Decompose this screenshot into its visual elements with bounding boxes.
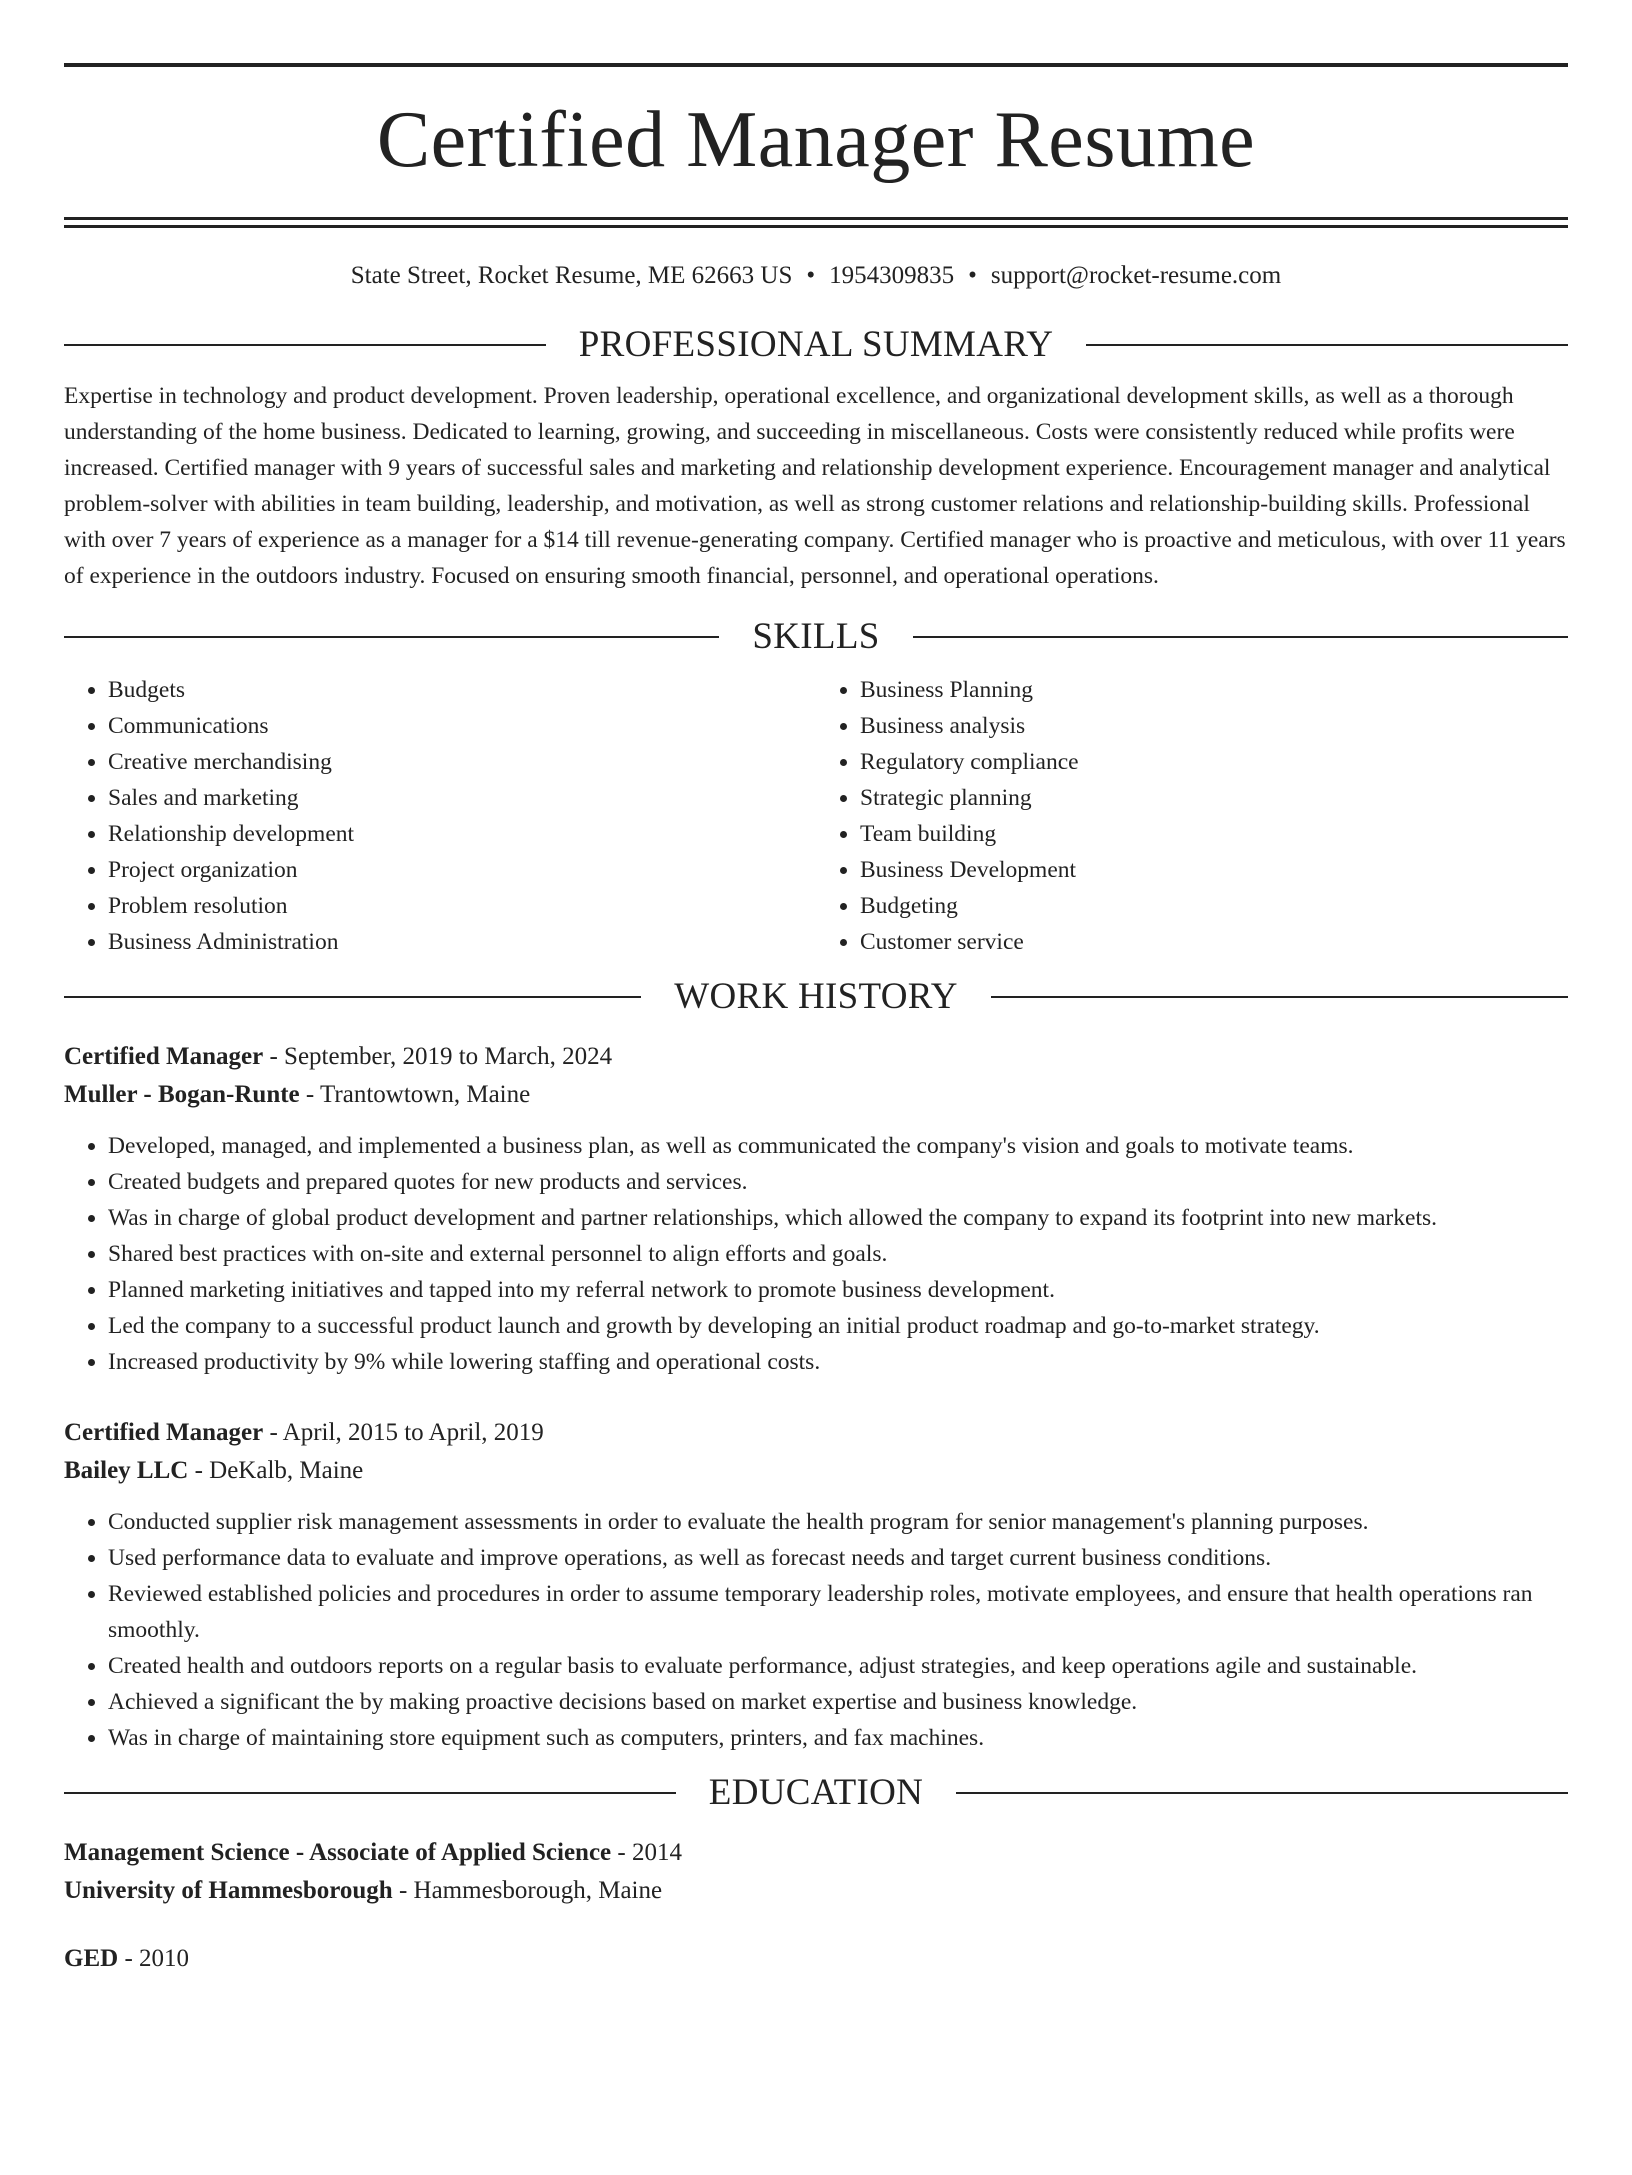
skill-item: • Customer service	[860, 924, 1568, 960]
contact-email: support@rocket-resume.com	[990, 262, 1282, 289]
education-section-heading	[64, 1770, 1568, 1816]
job-company: Muller - Bogan-Runte	[64, 1081, 300, 1108]
skill-item: • Project organization	[108, 852, 816, 888]
skill-item: • Sales and marketing	[108, 780, 816, 816]
job-bullet: • Conducted supplier risk management assessments in order to evaluate the health program for senior management's planning purposes.	[108, 1504, 1568, 1540]
job-title-line	[64, 1038, 1568, 1076]
job-bullet: • Achieved a significant the by making proactive decisions based on market expertise and business knowledge.	[108, 1684, 1568, 1720]
job-role: Certified Manager	[64, 1419, 264, 1446]
skills-title: SKILLS	[752, 616, 880, 657]
job-company-line	[64, 1452, 1568, 1490]
skill-item: • Business analysis	[860, 708, 1568, 744]
summary-section-heading	[64, 322, 1568, 368]
skills-column-left	[64, 672, 816, 960]
contact-phone: 1954309835	[829, 262, 955, 289]
job-bullet: • Created health and outdoors reports on a regular basis to evaluate performance, adjust strategies, and keep operations agile and sustainable.	[108, 1648, 1568, 1684]
summary-text: Expertise in technology and product development. Proven leadership, operational excellence, and organizational development skills, as well as a thorough understanding of the home business. Dedicated to learning, growing, and succeeding in miscellaneous. Costs were consistently reduced while profits were increased. Certified manager with 9 years of successful sales and marketing and relationship development experience. Encouragement manager and analytical problem-solver with abilities in team building, leadership, and motivation, as well as strong customer relations and relationship-building skills. Professional with over 7 years of experience as a manager for a $14 till revenue-generating company. Certified manager who is proactive and meticulous, with over 11 years of experience in the outdoors industry. Focused on ensuring smooth financial, personnel, and operational operations.	[64, 383, 1566, 589]
heading-rule	[64, 344, 546, 346]
skill-item: • Team building	[860, 816, 1568, 852]
job-dates: - April, 2015 to April, 2019	[263, 1419, 544, 1446]
job-bullet: • Increased productivity by 9% while lowering staffing and operational costs.	[108, 1344, 1568, 1380]
skill-item: • Regulatory compliance	[860, 744, 1568, 780]
education-degree-line	[64, 1940, 1568, 1978]
job-entry	[64, 1414, 1568, 1756]
education-school-line	[64, 1872, 1568, 1910]
job-location: - DeKalb, Maine	[188, 1457, 364, 1484]
top-rule	[64, 63, 1568, 67]
job-bullet: • Planned marketing initiatives and tapped into my referral network to promote business development.	[108, 1272, 1568, 1308]
heading-rule	[64, 636, 719, 638]
heading-rule	[64, 996, 641, 998]
skill-item: • Communications	[108, 708, 816, 744]
education-degree: GED	[64, 1945, 119, 1972]
education-year: - 2010	[118, 1945, 190, 1972]
education-entry	[64, 1834, 1568, 1910]
job-bullet: • Used performance data to evaluate and improve operations, as well as forecast needs and target current business conditions.	[108, 1540, 1568, 1576]
job-title-line	[64, 1414, 1568, 1452]
contact-address: State Street, Rocket Resume, ME 62663 US	[350, 262, 793, 289]
title-double-rule	[64, 217, 1568, 228]
job-bullets	[64, 1128, 1568, 1380]
job-company: Bailey LLC	[64, 1457, 189, 1484]
job-bullet: • Was in charge of maintaining store equipment such as computers, printers, and fax machines.	[108, 1720, 1568, 1756]
resume-title: Certified Manager Resume	[376, 96, 1256, 184]
job-bullet: • Shared best practices with on-site and external personnel to align efforts and goals.	[108, 1236, 1568, 1272]
job-location: - Trantowtown, Maine	[299, 1081, 531, 1108]
education-location: - Hammesborough, Maine	[392, 1877, 663, 1904]
heading-rule	[64, 1792, 676, 1794]
heading-rule	[991, 996, 1568, 998]
job-entry	[64, 1038, 1568, 1380]
work-section-heading	[64, 974, 1568, 1020]
contact-separator: •	[806, 262, 816, 289]
education-title: EDUCATION	[708, 1772, 924, 1813]
job-dates: - September, 2019 to March, 2024	[263, 1043, 613, 1070]
job-role: Certified Manager	[64, 1043, 264, 1070]
skill-item: • Business Administration	[108, 924, 816, 960]
skill-item: • Creative merchandising	[108, 744, 816, 780]
education-school: University of Hammesborough	[64, 1877, 393, 1904]
skill-item: • Budgets	[108, 672, 816, 708]
contact-line	[64, 260, 1568, 292]
skill-item: • Strategic planning	[860, 780, 1568, 816]
skills-column-right	[816, 672, 1568, 960]
skill-item: • Business Planning	[860, 672, 1568, 708]
education-entry	[64, 1940, 1568, 1978]
job-company-line	[64, 1076, 1568, 1114]
job-bullet: • Reviewed established policies and procedures in order to assume temporary leadership roles, motivate employees, and ensure that health operations ran smoothly.	[108, 1576, 1568, 1648]
skill-item: • Problem resolution	[108, 888, 816, 924]
skill-item: • Budgeting	[860, 888, 1568, 924]
heading-rule	[913, 636, 1568, 638]
job-bullet: • Led the company to a successful product launch and growth by developing an initial product roadmap and go-to-market strategy.	[108, 1308, 1568, 1344]
work-title: WORK HISTORY	[674, 976, 958, 1017]
job-bullet: • Was in charge of global product development and partner relationships, which allowed the company to expand its footprint into new markets.	[108, 1200, 1568, 1236]
resume-page	[0, 63, 1632, 2175]
contact-separator: •	[968, 262, 977, 289]
education-degree-line	[64, 1834, 1568, 1872]
skill-item: • Relationship development	[108, 816, 816, 852]
skills-section-heading	[64, 614, 1568, 660]
job-bullet: • Created budgets and prepared quotes for new products and services.	[108, 1164, 1568, 1200]
skill-item: • Business Development	[860, 852, 1568, 888]
job-bullet: • Developed, managed, and implemented a business plan, as well as communicated the company's vision and goals to motivate teams.	[108, 1128, 1568, 1164]
heading-rule	[956, 1792, 1568, 1794]
heading-rule	[1086, 344, 1568, 346]
skills-list	[64, 672, 1568, 960]
job-bullets	[64, 1504, 1568, 1756]
summary-title: PROFESSIONAL SUMMARY	[578, 324, 1054, 365]
education-degree: Management Science - Associate of Applied Science	[64, 1839, 612, 1866]
education-year: - 2014	[611, 1839, 682, 1866]
